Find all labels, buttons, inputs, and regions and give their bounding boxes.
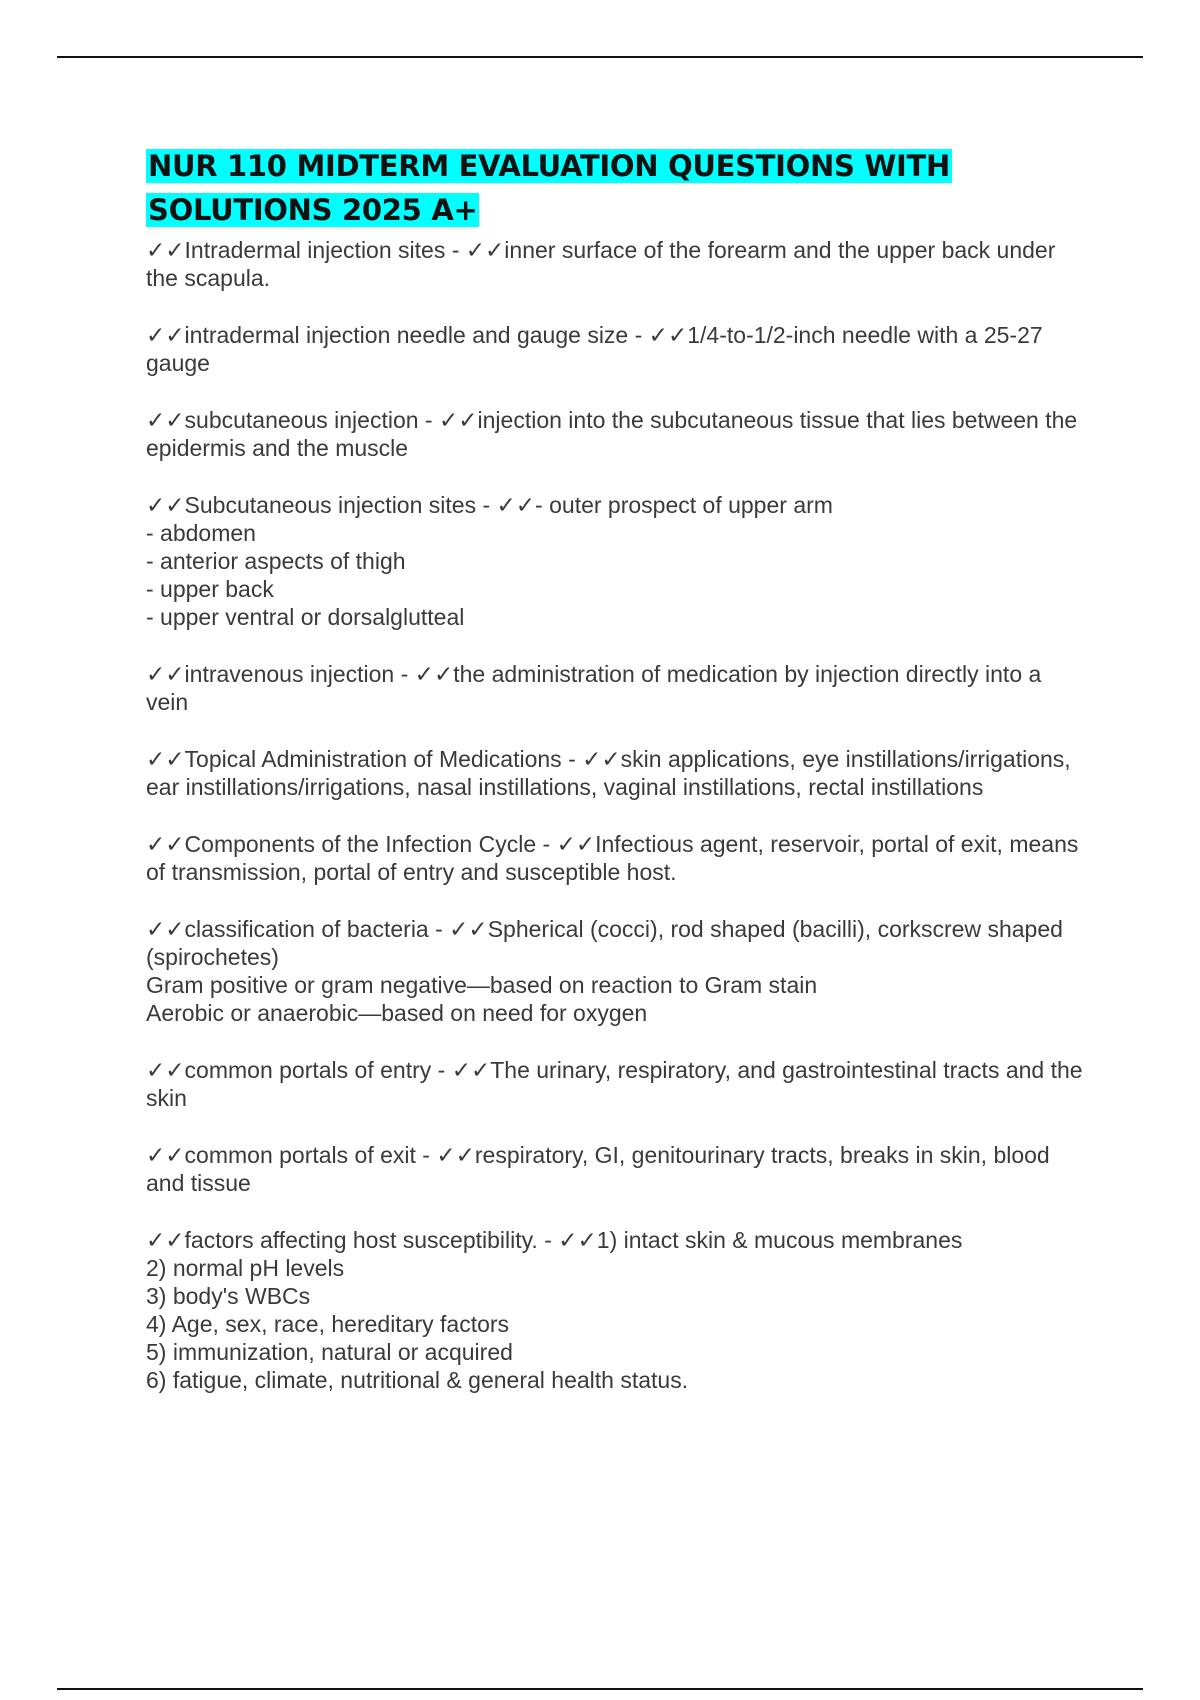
document-title <box>146 144 1086 232</box>
question-text: ✓✓intradermal injection needle and gauge size - <box>146 322 649 348</box>
answer-extra-line: 6) fatigue, climate, nutritional & general health status. <box>146 1367 689 1393</box>
question-text: ✓✓subcutaneous injection - <box>146 407 439 433</box>
qa-list <box>146 236 1086 1394</box>
answer-extra-line: 5) immunization, natural or acquired <box>146 1339 513 1365</box>
answer-text: ✓✓respiratory, GI, genitourinary tracts, breaks in skin, blood and tissue <box>146 1142 1050 1196</box>
answer-extra-line: Gram positive or gram negative—based on reaction to Gram stain <box>146 972 818 998</box>
answer-extra-line: - abdomen <box>146 520 256 546</box>
answer-extra-line: - upper ventral or dorsalglutteal <box>146 604 465 630</box>
question-text: ✓✓Topical Administration of Medications - <box>146 746 583 772</box>
qa-item <box>146 1141 1086 1197</box>
question-text: ✓✓common portals of entry - <box>146 1057 452 1083</box>
qa-item <box>146 236 1086 292</box>
answer-text: ✓✓the administration of medication by injection directly into a vein <box>146 661 1042 715</box>
answer-text: ✓✓Spherical (cocci), rod shaped (bacilli), corkscrew shaped (spirochetes) <box>146 916 1063 970</box>
qa-first-line <box>146 491 1086 519</box>
question-text: ✓✓classification of bacteria - <box>146 916 450 942</box>
answer-extra-line: 4) Age, sex, race, hereditary factors <box>146 1311 510 1337</box>
title-line-2: SOLUTIONS 2025 A+ <box>148 193 478 227</box>
qa-first-line <box>146 236 1086 292</box>
footer-rule <box>57 1688 1143 1690</box>
qa-first-line <box>146 745 1086 801</box>
answer-extra-line: - upper back <box>146 576 274 602</box>
qa-item <box>146 1226 1086 1394</box>
qa-item <box>146 830 1086 886</box>
question-text: ✓✓Components of the Infection Cycle - <box>146 831 557 857</box>
question-text: ✓✓factors affecting host susceptibility. - <box>146 1227 559 1253</box>
question-text: ✓✓Subcutaneous injection sites - <box>146 492 497 518</box>
answer-text: ✓✓injection into the subcutaneous tissue that lies between the epidermis and the muscle <box>146 407 1078 461</box>
qa-first-line <box>146 830 1086 886</box>
answer-text: ✓✓skin applications, eye instillations/irrigations, ear instillations/irrigations, nasal instillations, vaginal instillations, rectal instillations <box>146 746 1071 800</box>
answer-extra-line: - anterior aspects of thigh <box>146 548 406 574</box>
qa-item <box>146 491 1086 631</box>
answer-extra-line: 3) body's WBCs <box>146 1283 311 1309</box>
qa-first-line <box>146 660 1086 716</box>
answer-extra-line: 2) normal pH levels <box>146 1255 345 1281</box>
qa-first-line <box>146 321 1086 377</box>
qa-first-line <box>146 406 1086 462</box>
answer-text: ✓✓Infectious agent, reservoir, portal of exit, means of transmission, portal of entry and susceptible host. <box>146 831 1079 885</box>
qa-first-line <box>146 1056 1086 1112</box>
qa-item <box>146 406 1086 462</box>
question-text: ✓✓intravenous injection - <box>146 661 415 687</box>
qa-first-line <box>146 1226 1086 1254</box>
answer-text: ✓✓1) intact skin & mucous membranes <box>558 1227 963 1253</box>
qa-item <box>146 1056 1086 1112</box>
answer-text: ✓✓The urinary, respiratory, and gastrointestinal tracts and the skin <box>146 1057 1083 1111</box>
answer-text: ✓✓1/4-to-1/2-inch needle with a 25-27 gauge <box>146 322 1043 376</box>
answer-text: ✓✓inner surface of the forearm and the upper back under the scapula. <box>146 237 1056 291</box>
qa-first-line <box>146 1141 1086 1197</box>
header-rule <box>57 56 1143 58</box>
answer-text: ✓✓- outer prospect of upper arm <box>496 492 833 518</box>
question-text: ✓✓common portals of exit - <box>146 1142 437 1168</box>
qa-item <box>146 745 1086 801</box>
qa-item <box>146 321 1086 377</box>
question-text: ✓✓Intradermal injection sites - <box>146 237 466 263</box>
answer-extra-line: Aerobic or anaerobic—based on need for oxygen <box>146 1000 648 1026</box>
title-line-1: NUR 110 MIDTERM EVALUATION QUESTIONS WITH <box>148 149 950 183</box>
qa-item <box>146 660 1086 716</box>
qa-first-line <box>146 915 1086 971</box>
qa-item <box>146 915 1086 1027</box>
document-body <box>146 144 1086 1423</box>
